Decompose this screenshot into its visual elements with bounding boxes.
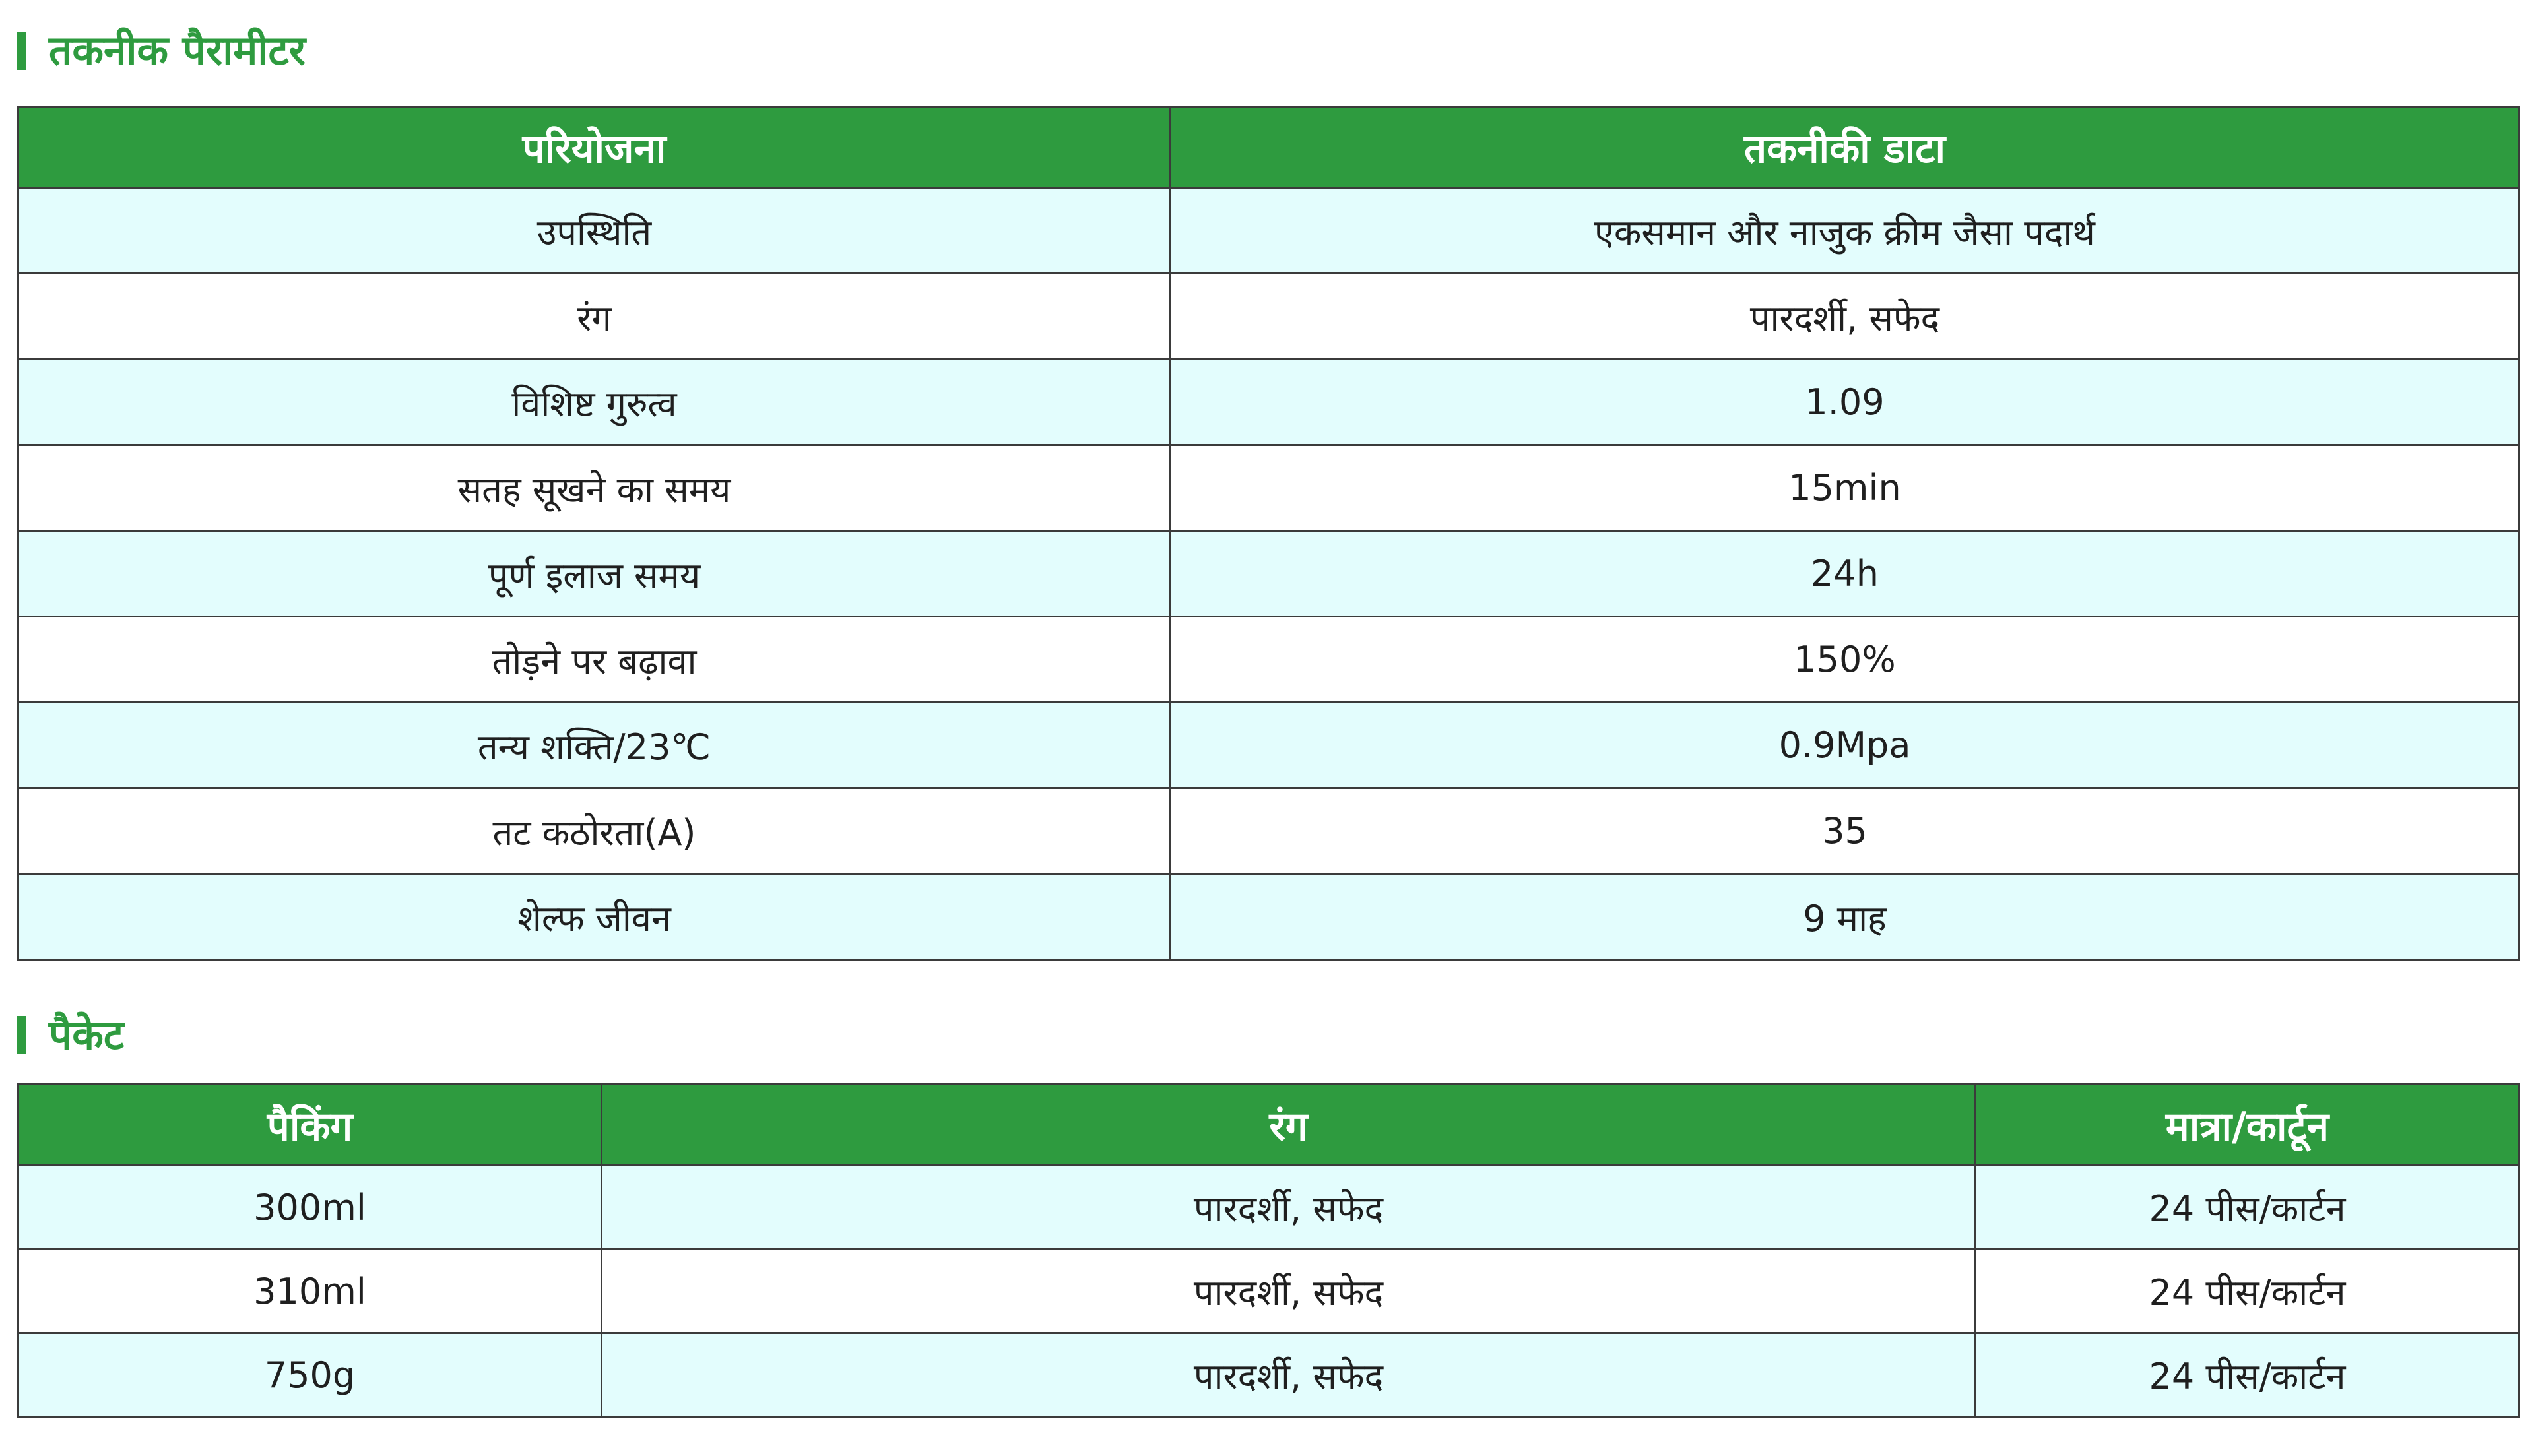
param-name: पूर्ण इलाज समय <box>18 531 1171 617</box>
table-row <box>18 274 2519 360</box>
param-name: सतह सूखने का समय <box>18 445 1171 531</box>
packing-color: पारदर्शी, सफेद <box>602 1250 1976 1333</box>
table-row <box>18 531 2519 617</box>
packing-title: पैकेट <box>49 1011 125 1059</box>
packing-size: 310ml <box>18 1250 602 1333</box>
table-row <box>18 788 2519 874</box>
packing-quantity: 24 पीस/कार्टन <box>1976 1166 2519 1250</box>
param-name: विशिष्ट गुरुत्व <box>18 360 1171 445</box>
param-name: तोड़ने पर बढ़ावा <box>18 617 1171 703</box>
table-row <box>18 445 2519 531</box>
param-value: एकसमान और नाजुक क्रीम जैसा पदार्थ <box>1171 188 2519 274</box>
param-name: शेल्फ जीवन <box>18 874 1171 960</box>
param-name: रंग <box>18 274 1171 360</box>
table-row <box>18 703 2519 788</box>
table-row <box>18 1250 2519 1333</box>
packing-size: 300ml <box>18 1166 602 1250</box>
heading-accent-bar <box>17 32 26 70</box>
packing-heading <box>17 1005 124 1065</box>
param-value: पारदर्शी, सफेद <box>1171 274 2519 360</box>
param-value: 24h <box>1171 531 2519 617</box>
table-row <box>18 874 2519 960</box>
param-name: उपस्थिति <box>18 188 1171 274</box>
table-row <box>18 1166 2519 1250</box>
column-header-project: परियोजना <box>18 107 1171 188</box>
column-header-technical-data: तकनीकी डाटा <box>1171 107 2519 188</box>
packing-table <box>17 1083 2520 1418</box>
table-row <box>18 188 2519 274</box>
packing-quantity: 24 पीस/कार्टन <box>1976 1333 2519 1417</box>
table-row <box>18 617 2519 703</box>
param-value: 9 माह <box>1171 874 2519 960</box>
param-value: 15min <box>1171 445 2519 531</box>
param-value: 150% <box>1171 617 2519 703</box>
table-header-row <box>18 107 2519 188</box>
column-header-quantity-per-carton: मात्रा/कार्टून <box>1976 1085 2519 1166</box>
heading-accent-bar <box>17 1016 26 1054</box>
param-value: 35 <box>1171 788 2519 874</box>
table-row <box>18 1333 2519 1417</box>
param-name: तट कठोरता(A) <box>18 788 1171 874</box>
packing-size: 750g <box>18 1333 602 1417</box>
table-header-row <box>18 1085 2519 1166</box>
technical-parameters-heading <box>17 21 306 80</box>
table-row <box>18 360 2519 445</box>
packing-quantity: 24 पीस/कार्टन <box>1976 1250 2519 1333</box>
technical-parameters-table <box>17 106 2520 961</box>
param-value: 1.09 <box>1171 360 2519 445</box>
param-name: तन्य शक्ति/23℃ <box>18 703 1171 788</box>
column-header-color: रंग <box>602 1085 1976 1166</box>
packing-color: पारदर्शी, सफेद <box>602 1166 1976 1250</box>
param-value: 0.9Mpa <box>1171 703 2519 788</box>
column-header-packing: पैकिंग <box>18 1085 602 1166</box>
packing-color: पारदर्शी, सफेद <box>602 1333 1976 1417</box>
technical-parameters-title: तकनीक पैरामीटर <box>49 26 306 75</box>
